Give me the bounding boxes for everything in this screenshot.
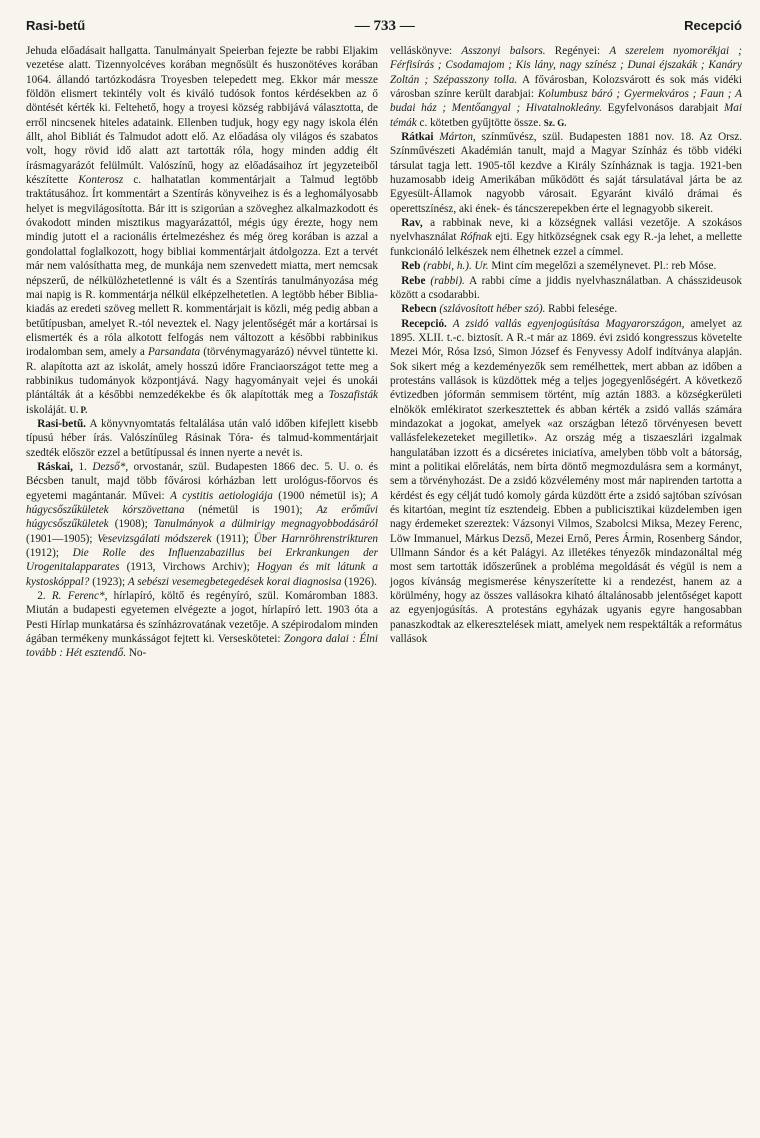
entry-recepcio: Recepció. A zsidó vallás egyenjogúsítása Magyarországon, amelyet az 1895. XLII. t.-c. biztosít. A R.-t már az 1869. évi zsidó kongresszus követelte Mezei Mór, Rósa Izsó, Simon József és Fenyvessy Adolf indítványa alapján. Sok sikert még a kezdeményezők sem remélhettek, mert abban az időben a protestáns vallások is küzdöttek még a teljes jogegyenlőségért. A következő évtizedben jóformán semmisem történt, míg aztán 1883. a községkerületi elnökök emlékiratot szerkesztettek és abban kérték a zsidó vallás számára mindazokat a jogokat, amelyek «az országban létező törvényesen bevett vallásfelekezeteket megilletik». Az ország még a tiszaeszlári izgalmak hangulatában izzott és a dicséretes iniciatíva, amelyben több volt a bátorság, mint a politikai előrelátás, nem bírta döntő megmozdulásra sem a kormányt, sem a törvényhozást. De a zsidó közvélemény most már napirenden tartotta a kérdést és egy célját tudó komoly gárda küzdött érte a zsidó sajtóban szívósan és kitartóan, megint tíz esztendeig. Ebben a publicisztikai küzdelemben igen nagy érdemeket szereztek: Vázsonyi Vilmos, Szabolcsi Miksa, Mezey Ferenc, Löw Immanuel, Márkus Dezső, Mezei Ernő, Peres Ármin, Rosenberg Sándor, Ullmann Sándor és a két Palágyi. Az illetékes tényezők mindazonáltal még most sem tartották időszerűnek a probléma megoldását és végül is nem a jogos kívánság megismerése kényszerítette ki a rendezést, hanem az a körülmény, hogy az összes vallásokra kiható általánosabb jelentőséget kapott az egyenjogúsítás. A protestáns egyházak ugyanis egyre hangosabban panaszkodtak az elkeresztelések miatt, amelyek nem respektálták a református vallások (390, 317, 742, 646)
author-signature: U. P. (69, 404, 88, 415)
entry-headword: Rav, (401, 217, 423, 230)
entry-headword: Reb (401, 260, 421, 273)
entry-headword: Ráskai, (37, 460, 73, 473)
entry-headword: Rebecn (401, 303, 437, 316)
entry-headword: Rebe (401, 274, 426, 287)
author-signature: Sz. G. (543, 117, 567, 128)
entry-raskai-ferenc: 2. R. Ferenc*, hírlapíró, költő és regényíró, szül. Komáromban 1883. Miután a budapesti egyetemen elvégezte a jogot, hírlapíró lett. 1903 óta a Pesti Hírlap munkatársa és színházrovatának vezetője. A szépirodalom minden ágában termékeny munkásságot fejtett ki. Verseskötetei: Zongora dalai : Élni tovább : Hét esztendő. No- (26, 590, 378, 660)
entry-headword: Rasi-betű. (37, 417, 86, 430)
entry-rasi-continued: Jehuda előadásait hallgatta. Tanulmányait Speierban fejezte be rabbi Eljakim vezetése alatt. Tizennyolcéves korában megnősült és huszonötéves korában 1064. állandó tartózkodásra Troyesben telepedett meg. Ekkor már messze földön elismert tekintély volt és kiváló tudósok fontos kérdésekben az ő döntését kérték ki. Feltehető, hogy a troyesi község rabbijává választotta, de erről nincsenek hiteles adataink. Ellenben tudjuk, hogy egy nagy iskola élén állt, ahol Bibliát és Talmudot adott elő. Az előadása oly világos és szabatos volt, hogy rövid idő alatt azt tartották róla, hogy minden addig élt írásmagyarázót felülmúlt. Valószínű, hogy az előadásaihoz írt jegyzeteiből készítette Konterosz c. halhatatlan kommentárjait a Talmud legtöbb traktátusához. Írt kommentárt a Szentírás könyveihez is és a leghomályosabb helyet is megvilágosította. Bár itt is szigorúan a szöveghez alkalmazkodott és óvakodott minden misztikus magyarázattól, mégis úgy érezte, hogy nem mindig jutott el a racionális értelmezéshez és még öreg korában is azzal a gondolattal foglalkozott, hogy bibliai kommentárjait átdolgozza. Ezt a tervét már nem valósíthatta meg, de munkája nem szenvedett miatta, mert nemcsak népszerű, de nélkülözhetetlenné is vált és a Szentírás tanulmányozása még mai napig is R. kommentárja nélkül elképzelhetetlen. A legtöbb héber Biblia-kiadás az eredeti szöveg mellett R. kommentárjait is közli, még pedig abban a betűtípusban, amelyet R.-tól neveztek el. Nagy jelentőségét már a kortársai is elismerték és a róla alkotott felfogás nem változott a későbbi rabbinikus irodalomban sem, amely a Parsandata (törvénymagyarázó) névvel tüntette ki. R. alapította azt az iskolát, amely hosszú időre Franciaországot tette meg a rabbinikus tudományok központjává. Nagy hagyományait vejei és unokái plántálták át a későbbi nemzedékekbe és ők alapították meg a Toszafisták iskoláját. U. P. (26, 45, 378, 416)
entry-rebecn: Rebecn (szlávosított héber szó). Rabbi felesége. (401, 303, 618, 316)
entry-rebe: Rebe (rabbi). A rabbi címe a jiddis nyelvhasználatban. A chásszideusok között a csodarabbi. (390, 274, 743, 301)
left-column (26, 44, 378, 661)
entry-headword: Recepció. (401, 317, 447, 330)
entry-raskai-ferenc-continued: velláskönyve: Asszonyi balsors. Regényei: A szerelem nyomorékjai ; Férfisírás ; Csodamajom ; Kis lány, nagy színész ; Dunai éjszakák ; Kanáry Zoltán ; Szépasszony tolla. A fővárosban, Kolozsvárott és sok más vidéki városban színre került darabjai: Kolumbusz báró ; Gyermekváros ; Faun ; A budai ház ; Mentőangyal ; Hivatalnokleány. Egyfelvonásos darabjait Mai témák c. kötetben gyűjtötte össze. Sz. G. (390, 45, 743, 129)
entry-rav: Rav, a rabbinak neve, ki a községnek vallási vezetője. A szokásos nyelvhasználat Rófnak ejti. Egy hitközségnek csak egy R.-ja lehet, a mellette funkcionáló lelkészek nem élhetnek ezzel a címmel. (390, 217, 743, 258)
entry-ratkai-marton: Rátkai Márton, színművész, szül. Budapesten 1881 nov. 18. Az Orsz. Színművészeti Akadémián tanult, majd a Magyar Színház és több vidéki társulat tagja lett. 1905-től kezdve a Király Színháznak is tagja. 1921-ben huzamosabb ideig Amerikában működött és saját társulatával járta be az Egyesült-Államok nagyobb városait. Egyaránt kiváló drámai és operettszínész, aki ének- és táncszerepekben érte el legnagyobb sikereit. (390, 131, 742, 215)
entry-headword: Rátkai (401, 131, 434, 144)
entry-raskai-dezso: Ráskai, 1. Dezső*, orvostanár, szül. Budapesten 1866 dec. 5. U. o. és Bécsben tanult, majd több fővárosi kórházban lett urológus-főorvos és egyetemi magántanár. Művei: A cystitis aetiologiája (1900 németül is); A húgycsőszűkületek kórszövettana (németül is 1901); Az erőművi húgycsőszűkületek (1908); Tanulmányok a dülmirigy megnagyobbodásáról (1901—1905); Vesevizsgálati módszerek (1911); Über Harnröhrenstrikturen (1912); Die Rolle des Influenzabazillus bei Erkrankungen der Urogenitalapparates (1913, Virchows Archiv); Hogyan és mit látunk a kystoskóppal? (1923); A sebészi vesemegbetegedések korai diagnosisa (1926). (26, 460, 378, 588)
page-number: — 733 — (354, 18, 415, 34)
entry-rasi-betu: Rasi-betű. A könyvnyomtatás feltalálása után való időben kifejlett kisebb típusú héber írás. Valószínűleg Rásinak Tóra- és talmud-kommentárjait szedték először ezzel a betűtípussal és innen nyerte a nevét is. (26, 417, 378, 459)
header-left-keyword: Rasi-betű (26, 18, 86, 33)
running-header (26, 18, 742, 40)
header-right-keyword: Recepció (684, 18, 742, 33)
text-columns (26, 44, 742, 661)
right-column (390, 44, 742, 661)
entry-reb: Reb (rabbi, h.). Ur. Mint cím megelőzi a személynevet. Pl.: reb Móse. (401, 260, 717, 273)
